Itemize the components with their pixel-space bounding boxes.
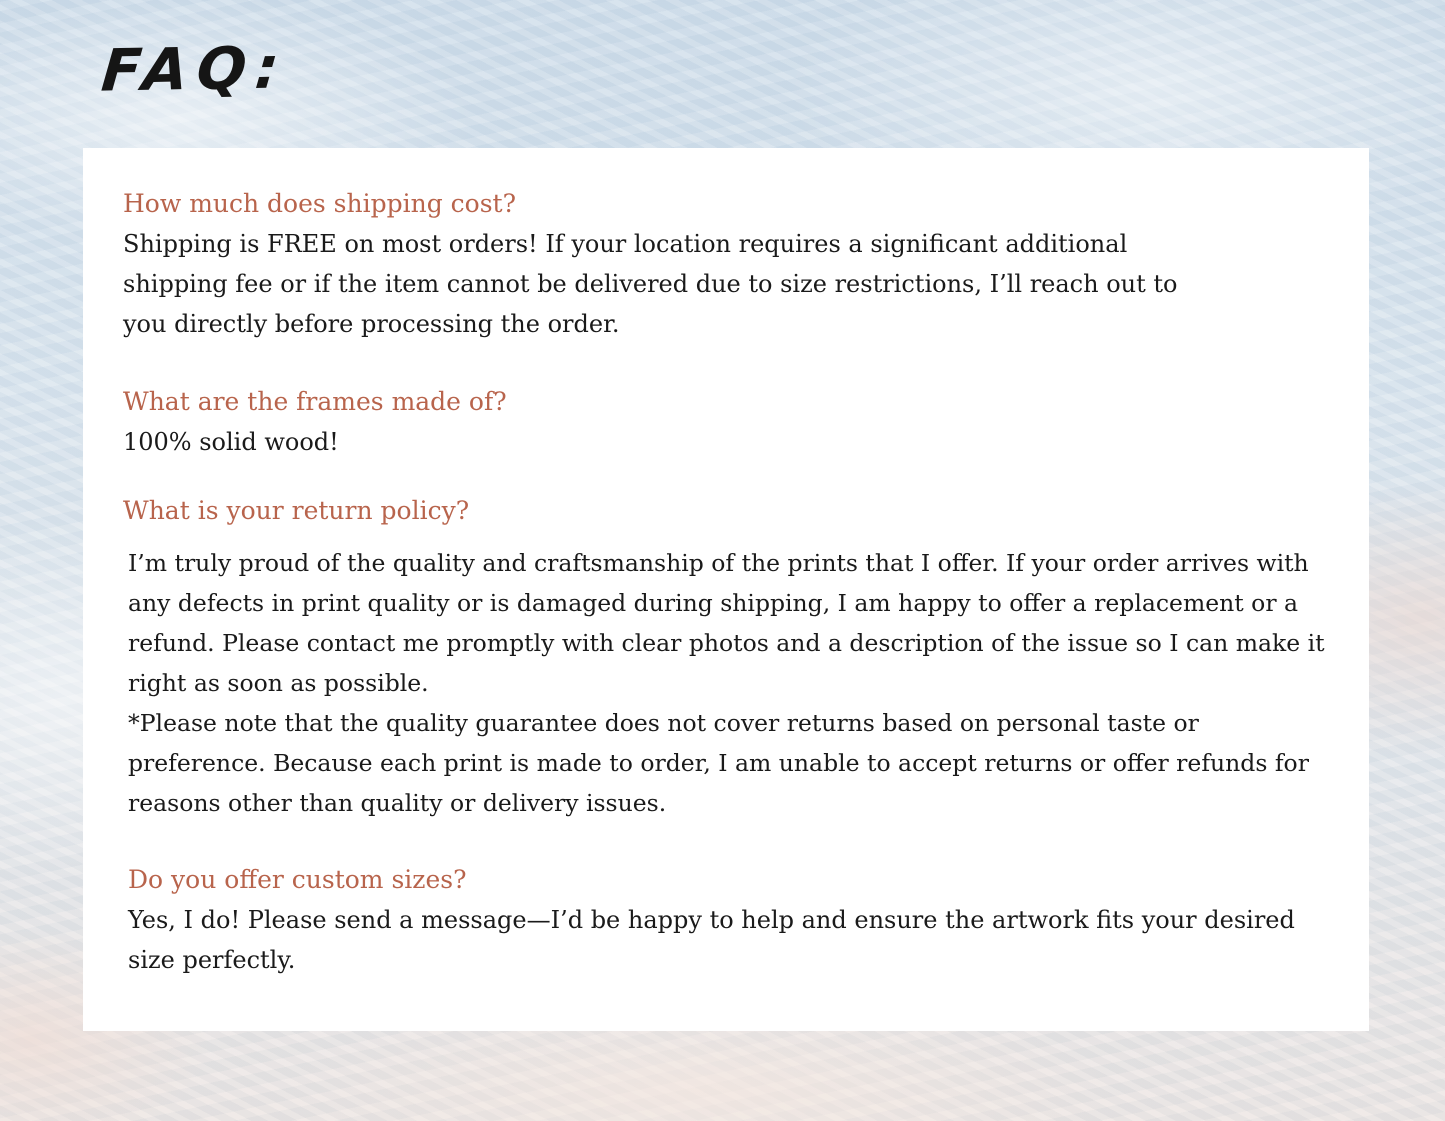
faq-item-returns [123,491,1323,823]
faq-answer: I’m truly proud of the quality and craftsmanship of the prints that I offer. If your order arrives with any defects in print quality or is damaged during shipping, I am happy to offer a replacement or a refund. Please contact me promptly with clear photos and a description of the issue so I can make it right as soon as possible. [128,549,1325,697]
faq-answer: 100% solid wood! [123,428,339,456]
faq-card [83,148,1369,1031]
faq-answer: Shipping is FREE on most orders! If your location requires a significant additional shipping fee or if the item cannot be delivered due to size restrictions, I’ll reach out to you directly before processing the order. [123,230,1178,338]
faq-question: What is your return policy? [123,496,470,525]
faq-answer: Yes, I do! Please send a message—I’d be happy to help and ensure the artwork fits your desired size perfectly. [128,906,1295,974]
faq-item-frames [123,382,1323,462]
faq-item-custom-sizes [123,860,1328,980]
faq-answer-note: *Please note that the quality guarantee does not cover returns based on personal taste or preference. Because each print is made to order, I am unable to accept returns or offer refunds for reasons other than quality or delivery issues. [128,709,1309,817]
faq-item-shipping [123,184,1323,344]
page-title: FAQ: [98,33,291,105]
faq-question: How much does shipping cost? [123,189,516,218]
faq-question: Do you offer custom sizes? [128,865,467,894]
faq-question: What are the frames made of? [123,387,507,416]
faq-answer-block [123,543,1338,823]
